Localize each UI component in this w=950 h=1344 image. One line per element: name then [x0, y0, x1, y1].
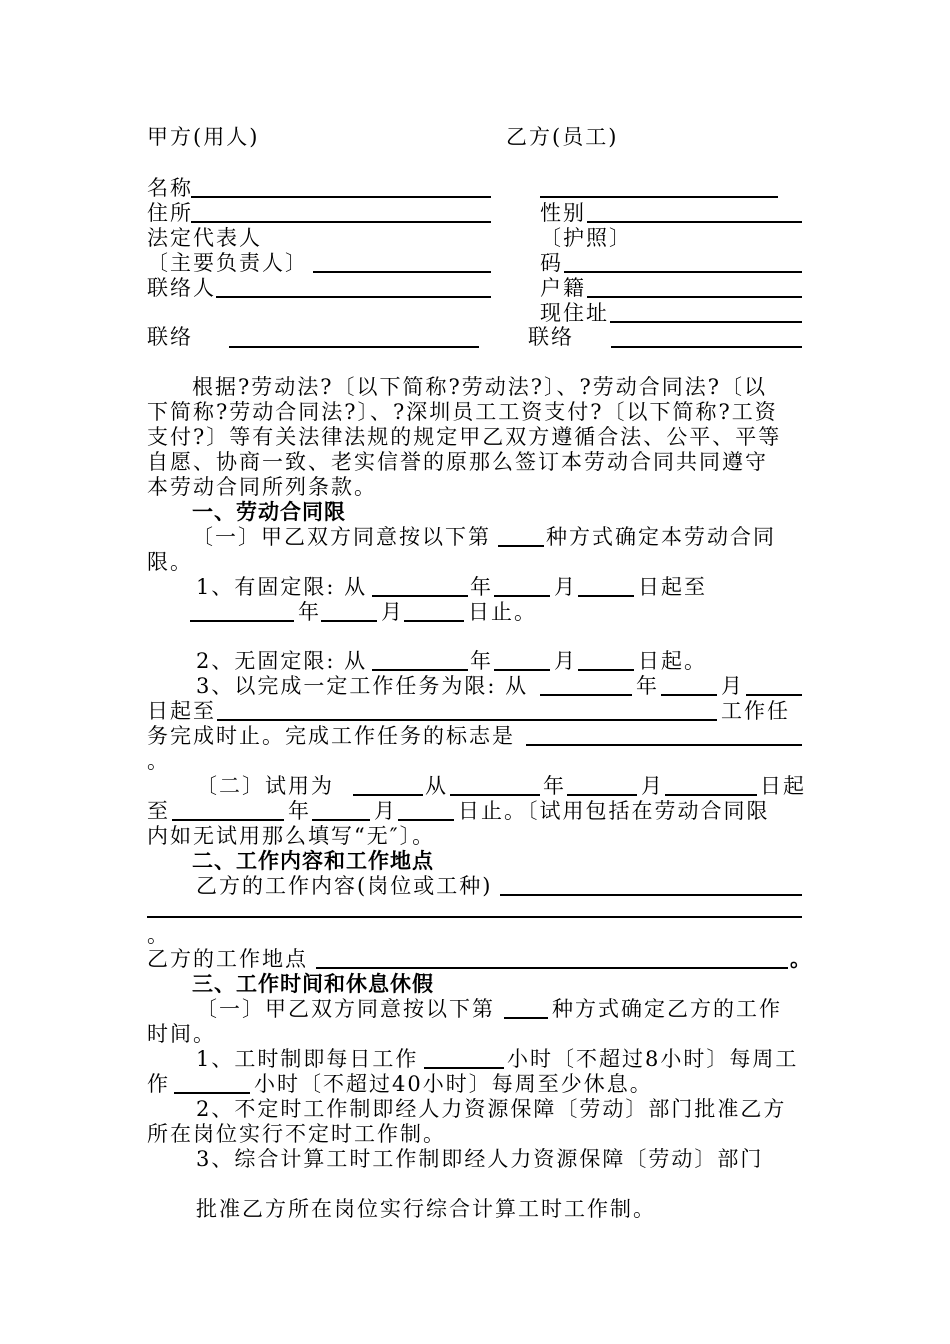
s3-comprehensive-text-b: 批准乙方所在岗位实行综合计算工时工作制。 — [196, 1197, 656, 1221]
s1-task-year: 年 — [636, 674, 659, 698]
s1-probation-month-blank[interactable] — [567, 794, 637, 796]
s1-unfixed-month-blank[interactable] — [494, 669, 550, 671]
s2-location-end: 。 — [790, 946, 813, 971]
s3-daily-hours-blank[interactable] — [424, 1067, 504, 1069]
s1-fixed-text: 1、有固定限: 从 — [196, 575, 368, 599]
s3-p1-text-b: 种方式确定乙方的工作 — [552, 997, 782, 1021]
s2-location-line[interactable] — [316, 967, 788, 969]
party-b-gender-line[interactable] — [587, 221, 802, 223]
party-a-contact-line[interactable] — [229, 346, 479, 348]
party-a-name-line[interactable] — [191, 196, 491, 198]
s1-probation-text: 〔二〕试用为 — [196, 774, 334, 798]
s3-standard-text-b: 小时〔不超过8小时〕每周工 — [507, 1047, 799, 1071]
party-b-number-label: 码 — [540, 251, 563, 275]
party-a-address-label: 住所 — [147, 201, 193, 225]
s1-method-blank[interactable] — [498, 545, 544, 547]
s1-unfixed-year-blank[interactable] — [372, 669, 468, 671]
s1-task-text: 3、以完成一定工作任务为限: 从 — [196, 674, 529, 698]
s1-probation-year: 年 — [543, 774, 566, 798]
intro-line-2: 下简称?劳动合同法?〕、?深圳员工工资支付?〔以下简称?工资 — [147, 400, 778, 424]
s3-standard-text-a: 1、工时制即每日工作 — [196, 1047, 419, 1071]
s1-task-day-blank[interactable] — [746, 694, 802, 696]
s3-flexible-text-a: 2、不定时工作制即经人力资源保障〔劳动〕部门批准乙方 — [196, 1097, 787, 1121]
party-a-principal-line[interactable] — [313, 271, 491, 273]
s1-probation-day2-blank[interactable] — [398, 819, 454, 821]
party-b-household-line[interactable] — [587, 296, 802, 298]
s1-fixed-year2: 年 — [298, 600, 321, 624]
party-a-contact-person-label: 联络人 — [147, 276, 216, 300]
party-b-current-address-label: 现住址 — [540, 301, 609, 325]
s1-fixed-day2-blank[interactable] — [404, 620, 464, 622]
s1-task-month: 月 — [721, 674, 744, 698]
s1-p1-text-c: 限。 — [147, 550, 193, 574]
party-b-current-address-line[interactable] — [610, 321, 802, 323]
party-b-contact-label: 联络 — [528, 325, 574, 349]
s1-p1-text-a: 〔一〕甲乙双方同意按以下第 — [192, 525, 491, 549]
s1-probation-month: 月 — [641, 774, 664, 798]
s3-standard-text-d: 小时〔不超过40小时〕每周至少休息。 — [254, 1072, 653, 1096]
s1-probation-year2: 年 — [288, 799, 311, 823]
s3-weekly-hours-blank[interactable] — [174, 1092, 250, 1094]
s1-probation-note: 内如无试用那么填写“无″〕。 — [147, 824, 436, 848]
s1-probation-blank[interactable] — [353, 794, 423, 796]
party-a-contact-person-line[interactable] — [216, 296, 491, 298]
s1-probation-day-blank[interactable] — [665, 794, 757, 796]
s1-unfixed-month: 月 — [554, 649, 577, 673]
s1-fixed-month: 月 — [554, 575, 577, 599]
s2-content-line[interactable] — [500, 894, 802, 896]
s2-location-label: 乙方的工作地点 — [147, 947, 308, 971]
s1-task-year-blank[interactable] — [540, 694, 632, 696]
s1-probation-year-blank[interactable] — [450, 794, 540, 796]
party-b-number-line[interactable] — [564, 271, 802, 273]
s1-fixed-month2: 月 — [381, 600, 404, 624]
party-a-name-label: 名称 — [147, 176, 193, 200]
s1-fixed-year-blank[interactable] — [372, 595, 468, 597]
s1-probation-year2-blank[interactable] — [172, 819, 284, 821]
intro-line-4: 自愿、协商一致、老实信誉的原那么签订本劳动合同共同遵守 — [147, 450, 768, 474]
s3-p1-text-c: 时间。 — [147, 1022, 216, 1046]
s1-task-end-blank[interactable] — [217, 719, 717, 721]
s1-fixed-year2-blank[interactable] — [190, 620, 294, 622]
party-b-passport-label: 〔护照〕 — [540, 226, 632, 250]
s1-fixed-month2-blank[interactable] — [321, 620, 377, 622]
s2-content-end: 。 — [147, 923, 170, 947]
section1-title: 一、劳动合同限 — [192, 500, 346, 524]
party-a-contact-label: 联络 — [147, 325, 193, 349]
s1-probation-to: 至 — [147, 799, 170, 823]
intro-line-1: 根据?劳动法?〔以下简称?劳动法?〕、?劳动合同法?〔以 — [192, 375, 768, 399]
s1-unfixed-year: 年 — [470, 649, 493, 673]
s1-p1-text-b: 种方式确定本劳动合同 — [546, 525, 776, 549]
party-b-household-label: 户籍 — [540, 276, 586, 300]
party-b-name-line[interactable] — [540, 196, 778, 198]
s1-task-from: 日起至 — [147, 699, 216, 723]
s1-task-marker-blank[interactable] — [526, 744, 802, 746]
s1-probation-month2: 月 — [374, 799, 397, 823]
s1-fixed-to: 日止。 — [468, 600, 537, 624]
s3-flexible-text-b: 所在岗位实行不定时工作制。 — [147, 1122, 446, 1146]
s1-unfixed-text: 2、无固定限: 从 — [196, 649, 368, 673]
s1-unfixed-day: 日起。 — [638, 649, 707, 673]
s1-fixed-from: 日起至 — [638, 575, 707, 599]
s3-p1-text-a: 〔一〕甲乙双方同意按以下第 — [196, 997, 495, 1021]
party-a-legal-rep-label: 法定代表人 — [147, 226, 262, 250]
party-a-address-line[interactable] — [191, 221, 491, 223]
party-b-heading: 乙方(员工) — [506, 125, 619, 149]
s1-fixed-day-blank[interactable] — [578, 595, 634, 597]
party-a-principal-label: 〔主要负责人〕 — [147, 251, 308, 275]
s2-content-line-2[interactable] — [147, 916, 802, 918]
intro-line-3: 支付?〕等有关法律法规的规定甲乙双方遵循合法、公平、平等 — [147, 425, 782, 449]
s1-probation-month2-blank[interactable] — [312, 819, 370, 821]
section3-title: 三、工作时间和休息休假 — [192, 972, 434, 996]
s3-method-blank[interactable] — [504, 1017, 548, 1019]
s3-standard-text-c: 作 — [147, 1072, 170, 1096]
party-b-gender-label: 性别 — [540, 201, 586, 225]
party-a-heading: 甲方(用人) — [147, 125, 260, 149]
s1-probation-from: 从 — [425, 774, 448, 798]
s1-unfixed-day-blank[interactable] — [578, 669, 634, 671]
s1-probation-day-to: 日止。〔试用包括在劳动合同限 — [458, 799, 770, 823]
s1-task-text-c: 务完成时止。完成工作任务的标志是 — [147, 724, 515, 748]
section2-title: 二、工作内容和工作地点 — [192, 849, 434, 873]
s1-task-text-b: 工作任 — [721, 699, 790, 723]
s1-task-month-blank[interactable] — [661, 694, 717, 696]
s1-fixed-year: 年 — [470, 575, 493, 599]
party-b-contact-line[interactable] — [611, 346, 802, 348]
s1-task-end: 。 — [147, 749, 170, 773]
s1-fixed-month-blank[interactable] — [494, 595, 550, 597]
s1-probation-day: 日起 — [760, 774, 806, 798]
intro-line-5: 本劳动合同所列条款。 — [147, 475, 377, 499]
s3-comprehensive-text-a: 3、综合计算工时工作制即经人力资源保障〔劳动〕部门 — [196, 1147, 764, 1171]
s2-content-label: 乙方的工作内容(岗位或工种) — [196, 874, 493, 898]
